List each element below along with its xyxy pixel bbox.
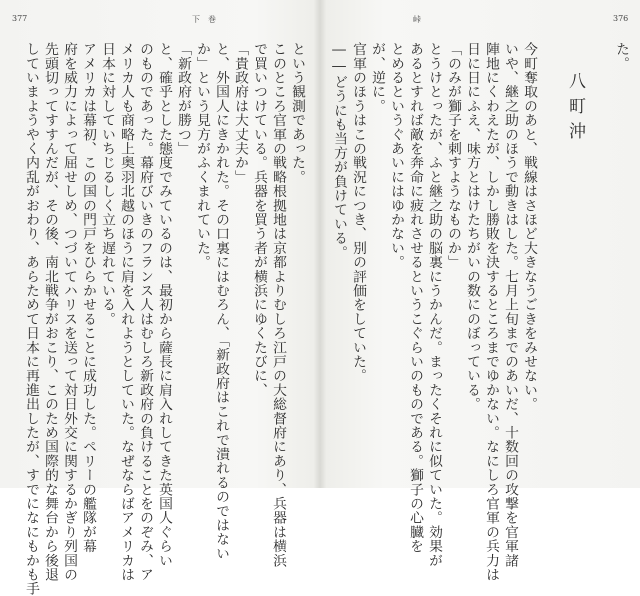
text-column: いや、継之助のほうで動きはした。七月上旬までのあいだ、十数回の攻撃を官軍諸 xyxy=(502,42,518,568)
text-column: ――どうにも当方が負けている。 xyxy=(331,42,347,260)
text-column: 「新政府が勝つ」 xyxy=(175,42,191,156)
right-running-header: 峠 xyxy=(413,15,421,24)
blank-column xyxy=(592,42,611,482)
left-running-header: 下 巻 xyxy=(192,15,216,24)
text-column: 日に日にふえ、味方とはけたちがいの数にのぼっている。 xyxy=(464,42,480,412)
text-column: のものであった。幕府びいきのフランス人はむしろ新政府の負けることをのぞみ、ア xyxy=(137,42,153,582)
text-column: 官軍のほうはこの戦況につき、別の評価をしていた。 xyxy=(350,42,366,383)
text-column: た。 xyxy=(613,42,629,71)
text-column: か」という見方がふくまれていた。 xyxy=(194,42,210,270)
text-column: 今町奪取のあと、戦線はさほど大きなうごきをみせない。 xyxy=(521,42,537,412)
text-column: 「のみが獅子を刺すようなものか」 xyxy=(445,42,461,270)
right-body-text xyxy=(330,42,630,582)
text-column: アメリカは幕初、この国の門戸をひらかせることに成功した。ペリーの艦隊が幕 xyxy=(80,42,96,554)
text-column: 日本に対していちじるしく立ち遅れている。 xyxy=(99,42,115,326)
blank-column xyxy=(538,42,557,482)
text-column: と、外国人にきかれた。その口裏にはむろん、「新政府はこれで潰れるのではない xyxy=(213,42,229,561)
text-column: 「貴政府は大丈夫か」 xyxy=(232,42,248,184)
text-column: と、確乎とした態度でみているのは、最初から薩長に肩入れしてきた英国人ぐらい xyxy=(156,42,172,568)
text-column: で買いつけている。兵器を買う者が横浜にゆくたびに、 xyxy=(251,42,267,397)
chapter-title: 八町沖 xyxy=(565,72,585,147)
text-column: このところ官軍の戦略根拠地は京都よりむしろ江戸の大総督府にあり、兵器は横浜 xyxy=(270,42,286,568)
text-column: とうけとったが、ふと継之助の脳裏にうかんだ。まったくそれに似ていた。効果が xyxy=(426,42,442,568)
text-column: とめるというぐあいにはゆかない。 xyxy=(388,42,404,270)
text-column: 陣地にくわえたが、しかし勝敗を決するところまでゆかない。なにしろ官軍の兵力は xyxy=(483,42,499,582)
text-column: 府を威力によって屈せしめ、つづいてハリスを送って対日外交に関するかぎり列国の xyxy=(61,42,77,582)
text-column: あるとすれば敵を奔命に疲れさせるというこぐらいのものである。獅子の心臓を xyxy=(407,42,423,554)
left-body-text xyxy=(10,42,306,596)
text-column: が、逆に。 xyxy=(369,42,385,113)
left-page-number: 377 xyxy=(12,14,28,23)
text-column: 先頭切ってすすんだが、その後、南北戦争がおこり、このため国際的な舞台から後退 xyxy=(42,42,58,582)
text-column: メリカ人も商略上奥羽北越のほうに肩を入れようとしていた。なぜならばアメリカは xyxy=(118,42,134,582)
right-page xyxy=(320,0,640,582)
text-column: していまようやく内乱がおわり、あらためて日本に再進出したが、すでになにもかも手 xyxy=(23,42,39,596)
text-column: という観測であった。 xyxy=(289,42,305,184)
right-page-number: 376 xyxy=(613,14,629,23)
